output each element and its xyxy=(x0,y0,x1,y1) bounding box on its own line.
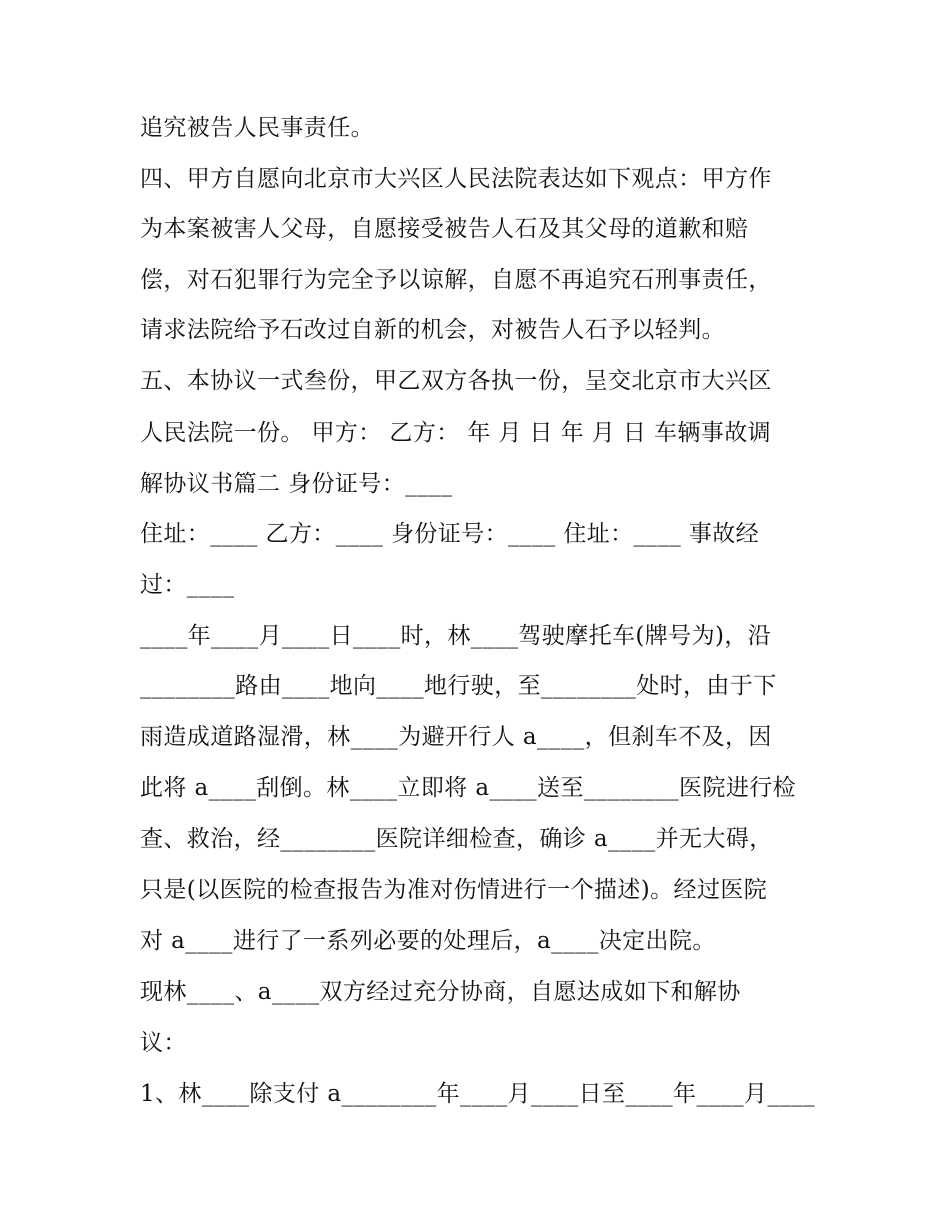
text-line: 过：____ xyxy=(140,572,235,598)
text-line: 追究被告人民事责任。 xyxy=(140,115,374,141)
text-line: 此将 a____刮倒。林____立即将 a____送至________医院进行检 xyxy=(140,775,797,801)
text-line: 五、本协议一式叁份，甲乙双方各执一份，呈交北京市大兴区 xyxy=(140,368,772,394)
text-line: 现林____、a____双方经过充分协商，自愿达成如下和解协 xyxy=(140,979,741,1005)
text-line: 四、甲方自愿向北京市大兴区人民法院表达如下观点：甲方作 xyxy=(140,166,772,192)
text-line: 解协议书篇二 身份证号：____ xyxy=(140,471,453,497)
text-line: 人民法院一份。 甲方： 乙方： 年 月 日 年 月 日 车辆事故调 xyxy=(140,420,771,446)
text-line: 查、救治，经________医院详细检查，确诊 a____并无大碍， xyxy=(140,826,773,852)
text-line: ____年____月____日____时，林____驾驶摩托车(牌号为)，沿 xyxy=(140,623,772,649)
text-line: 雨造成道路湿滑，林____为避开行人 a____，但刹车不及，因 xyxy=(140,724,772,750)
text-line: 为本案被害人父母，自愿接受被告人石及其父母的道歉和赔 xyxy=(140,216,749,242)
text-line: 只是(以医院的检查报告为准对伤情进行一个描述)。经过医院 xyxy=(140,877,768,903)
text-line: 住址：____ 乙方：____ 身份证号：____ 住址：____ 事故经 xyxy=(140,521,760,547)
text-line: 请求法院给予石改过自新的机会，对被告人石予以轻判。 xyxy=(140,317,725,343)
text-line: 偿，对石犯罪行为完全予以谅解，自愿不再追究石刑事责任， xyxy=(140,267,772,293)
text-line: 对 a____进行了一系列必要的处理后，a____决定出院。 xyxy=(140,928,716,954)
text-line: 1、林____除支付 a________年____月____日至____年____月____ xyxy=(140,1081,816,1107)
text-line: 议： xyxy=(140,1030,187,1056)
text-line: ________路由____地向____地行驶，至________处时，由于下 xyxy=(140,673,777,699)
